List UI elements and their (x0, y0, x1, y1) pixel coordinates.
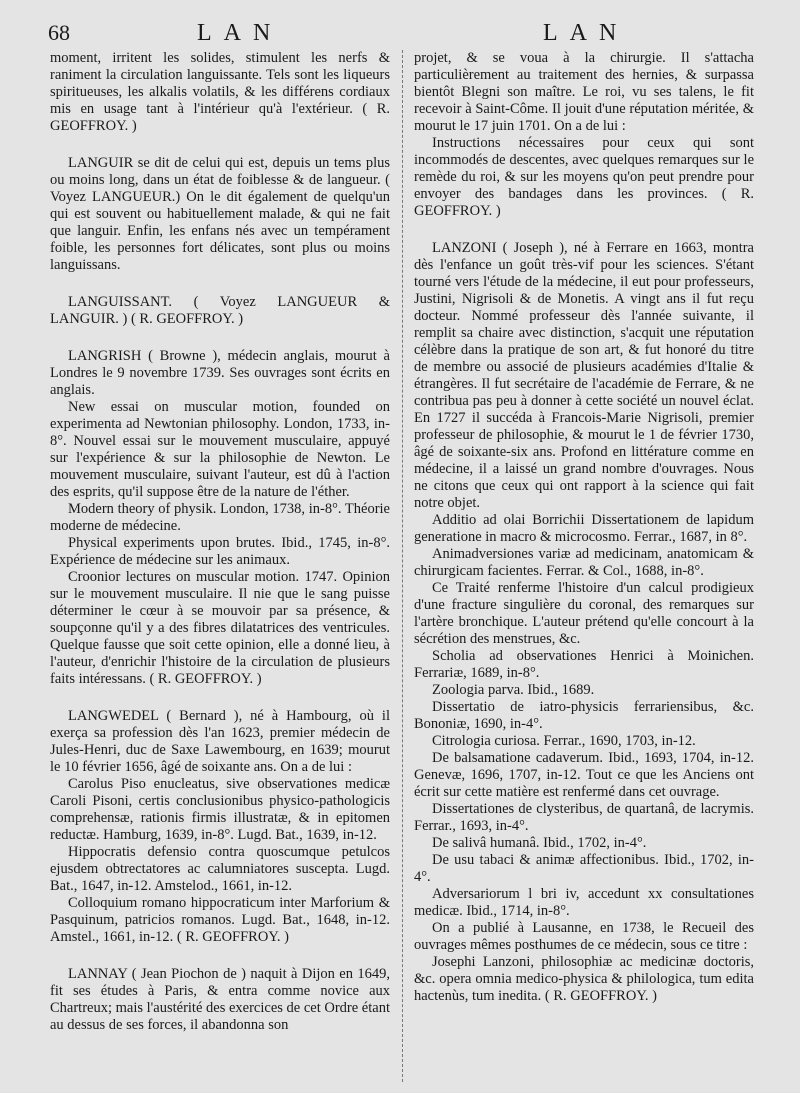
work-item: De usu tabaci & animæ affectionibus. Ibid., 1702, in-4°. (414, 852, 754, 885)
work-item: New essai on muscular motion, founded on experimenta ad Newtonian philosophy. London, 1733, in-8°. Nouvel essai sur le mouvement musculaire, appuyé sur l'expérience & sur la philosophie de Newton. Le mouvement musculaire, suivant l'auteur, est dû à l'action des esprits, qu'il suppose être de la nature de l'éther. (50, 399, 390, 500)
work-item: Colloquium romano hippocraticum inter Marforium & Pasquinum, patricios romanos. Lugd. Bat., 1648, in-12. Amstel., 1661, in-12. ( R. GEOFFROY. ) (50, 895, 390, 945)
work-item: Animadversiones variæ ad medicinam, anatomicam & chirurgicam facientes. Ferrar. & Col., 1688, in-8°. (414, 546, 754, 579)
entry-langrish: LANGRISH ( Browne ), médecin anglais, mourut à Londres le 9 novembre 1739. Ses ouvrages sont écrits en anglais. (50, 348, 390, 398)
entry-languir: LANGUIR se dit de celui qui est, depuis un tems plus ou moins long, dans un état de foiblesse & de langueur. ( Voyez LANGUEUR.) On le dit également de quelqu'un qui est souvent ou habituellement malade, & qui ne fait que languir. Enfin, les enfans nés avec un tempérament foible, les personnes fort délicates, sont plus ou moins languissans. (50, 155, 390, 273)
work-item: Zoologia parva. Ibid., 1689. (432, 682, 595, 698)
running-head-right: LAN (543, 20, 629, 46)
work-item: Modern theory of physik. London, 1738, in-8°. Théorie moderne de médecine. (50, 501, 390, 534)
work-item: Hippocratis defensio contra quoscumque petulcos ejusdem obtrectatores ac calumniatores suscepta. Lugd. Bat., 1647, in-12. Amstelod., 1661, in-12. (50, 844, 390, 894)
paragraph: moment, irritent les solides, stimulent les nerfs & raniment la circulation languissante. Tels sont les liqueurs spiritueuses, les alkalis volatils, & les différens cordiaux mis en usage tant à l'intérieur qu'à l'extérieur. ( R. GEOFFROY. ) (50, 50, 390, 134)
page-number: 68 (48, 20, 70, 45)
work-item: Dissertationes de clysteribus, de quartanâ, de lacrymis. Ferrar., 1693, in-4°. (414, 801, 754, 834)
work-item: Physical experiments upon brutes. Ibid., 1745, in-8°. Expérience de médecine sur les animaux. (50, 535, 390, 568)
entry-langwedel: LANGWEDEL ( Bernard ), né à Hambourg, où il exerça sa profession dès l'an 1623, premier médecin de Jules-Henri, duc de Saxe Lawembourg, en 1639; mourut le 10 février 1656, âgé de soixante ans. On a de lui : (50, 708, 390, 775)
work-item: De salivâ humanâ. Ibid., 1702, in-4°. (432, 835, 647, 851)
paragraph: projet, & se voua à la chirurgie. Il s'attacha particulièrement au traitement des hernies, & surpassa bientôt Blegni son maître. Le roi, vu ses talens, le fit recevoir à Saint-Côme. Il jouit d'une réputation méritée, & mourut le 17 juin 1701. On a de lui : (414, 50, 754, 134)
entry-lanzoni: LANZONI ( Joseph ), né à Ferrare en 1663, montra dès l'enfance un goût très-vif pour les sciences. S'étant tourné vers l'étude de la médecine, il eut pour professeurs, Justini, Nigrisoli & de Monetis. A vingt ans il fut reçu docteur. Nommé professeur dès l'année suivante, il remplit sa chaire avec distinction, s'acquit une réputation célèbre dans la pratique de son art, & fut honoré du titre de membre ou associé de plusieurs académies d'Italie & étrangères. Il fut secrétaire de l'académie de Ferrare, & ne contribua pas peu à donner à cette société un nouvel éclat. En 1727 il succéda à Francois-Marie Nigrisoli, premier professeur de philosophie, & mourut le 1 de février 1730, âgé de soixante-six ans. Profond en littérature comme en médecine, il a laissé un grand nombre d'ouvrages. Nous ne citons que ceux qui ont rapport à la science qui fait notre objet. (414, 240, 754, 511)
right-column (414, 50, 754, 1005)
running-header (0, 18, 800, 48)
work-item: Dissertatio de iatro-physicis ferrariensibus, &c. Bononiæ, 1690, in-4°. (414, 699, 754, 732)
running-head-left: LAN (197, 20, 283, 46)
work-item: Josephi Lanzoni, philosophiæ ac medicinæ doctoris, &c. opera omnia medico-physica & philologica, tum edita hactenùs, tum inedita. ( R. GEOFFROY. ) (414, 954, 754, 1004)
work-item: Instructions nécessaires pour ceux qui sont incommodés de descentes, avec quelques remarques sur le remède du roi, & sur les moyens qu'on peut prendre pour envoyer des bandages dans les provinces. ( R. GEOFFROY. ) (414, 135, 754, 219)
paragraph: Ce Traité renferme l'histoire d'un calcul prodigieux d'une fracture singulière du coronal, des remarques sur l'artère bronchique. L'auteur prétend qu'elle concourt à la sécrétion des menstrues, &c. (414, 580, 754, 647)
work-item: Croonior lectures on muscular motion. 1747. Opinion sur le mouvement musculaire. Il nie que le sang puisse déterminer le cœur à se mouvoir par sa présence, & soupçonne qu'il y a des fibres dilatatrices des ventricules. Quelque fausse que soit cette opinion, elle a donné lieu, à l'auteur, d'enrichir l'histoire de la circulation de plusieurs faits intéressans. ( R. GEOFFROY. ) (50, 569, 390, 687)
work-item: Carolus Piso enucleatus, sive observationes medicæ Caroli Pisoni, certis conclusionibus physico-pathologicis comprehensæ, rationis firmis illustratæ, & in epitomen reductæ. Hamburg, 1639, in-8°. Lugd. Bat., 1639, in-12. (50, 776, 390, 843)
work-item: Scholia ad observationes Henrici à Moinichen. Ferrariæ, 1689, in-8°. (414, 648, 754, 681)
entry-lannay: LANNAY ( Jean Piochon de ) naquit à Dijon en 1649, fit ses études à Paris, & entra comme novice aux Chartreux; mais l'austérité des exercices de cet Ordre étant au dessus de ses forces, il abandonna son (50, 966, 390, 1033)
entry-languissant: LANGUISSANT. ( Voyez LANGUEUR & LANGUIR. ) ( R. GEOFFROY. ) (50, 294, 390, 327)
paragraph: On a publié à Lausanne, en 1738, le Recueil des ouvrages mêmes posthumes de ce médecin, sous ce titre : (414, 920, 754, 953)
left-column (50, 50, 390, 1034)
column-divider (402, 50, 403, 1082)
work-item: Adversariorum l bri iv, accedunt xx consultationes medicæ. Ibid., 1714, in-8°. (414, 886, 754, 919)
work-item: De balsamatione cadaverum. Ibid., 1693, 1704, in-12. Genevæ, 1696, 1707, in-12. Tout ce que les Anciens ont écrit sur cette matière est renfermé dans cet ouvrage. (414, 750, 754, 800)
work-item: Additio ad olai Borrichii Dissertationem de lapidum generatione in macro & microcosmo. Ferrar., 1687, in 8°. (414, 512, 754, 545)
work-item: Citrologia curiosa. Ferrar., 1690, 1703, in-12. (432, 733, 696, 749)
